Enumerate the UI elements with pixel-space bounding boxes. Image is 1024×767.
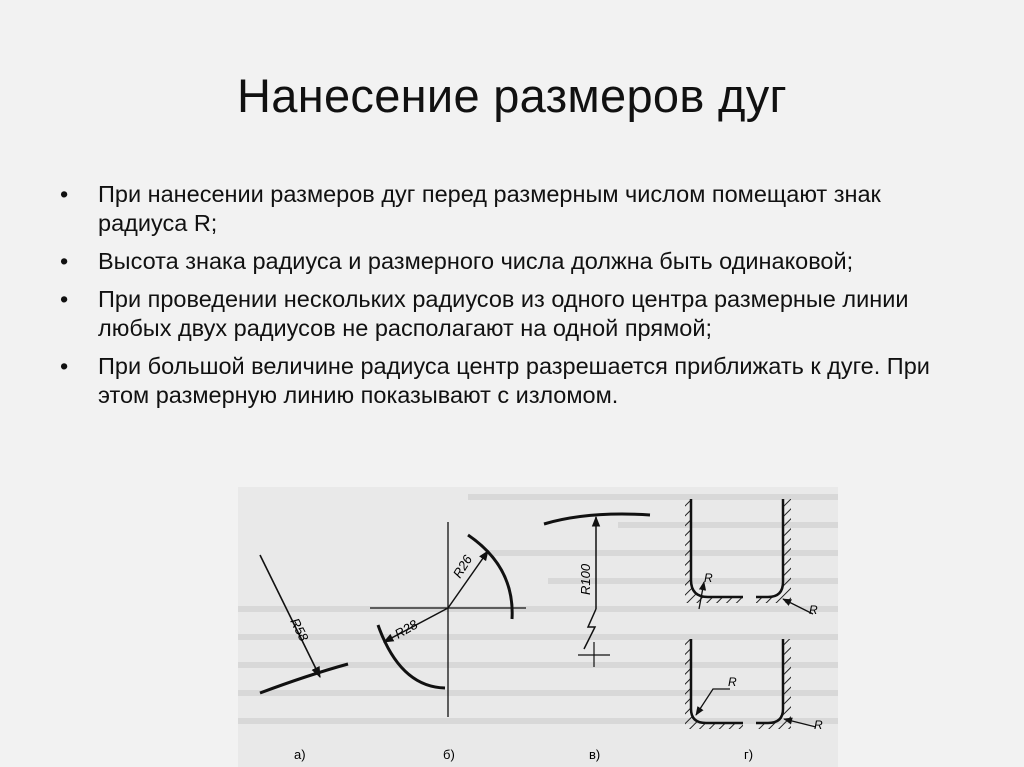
label-r100: R100	[578, 563, 593, 595]
caption-c: в)	[589, 747, 601, 762]
radius-line-a	[260, 555, 320, 677]
bullet-list	[60, 180, 960, 419]
label-r-1: R	[704, 571, 713, 585]
arc-dimension-figure	[238, 487, 838, 767]
bullet-dot-icon: •	[60, 286, 69, 312]
hatched-part-4	[756, 639, 791, 729]
bullet-text: При проведении нескольких радиусов из одного центра размерные линии любых двух радиусов не располагают на одной прямой;	[98, 286, 909, 341]
bullet-item	[60, 247, 960, 276]
slide-title: Нанесение размеров дуг	[237, 69, 787, 122]
label-r28: R28	[392, 616, 421, 642]
arc-a	[260, 664, 348, 693]
bullet-item	[60, 180, 960, 238]
caption-a: а)	[294, 747, 306, 762]
background-scan-texture	[238, 497, 838, 721]
bullet-item	[60, 285, 960, 343]
bullet-text: При нанесении размеров дуг перед размерным числом помещают знак радиуса R;	[98, 181, 881, 236]
bullet-text: При большой величине радиуса центр разрешается приближать к дуге. При этом размерную линию показывают с изломом.	[98, 353, 930, 408]
figure-drawing	[238, 487, 838, 767]
bullet-item	[60, 352, 960, 410]
label-r-3: R	[728, 675, 737, 689]
fillet-edge-4	[756, 639, 783, 723]
label-r-4: R	[814, 718, 823, 732]
diagram-a	[260, 555, 348, 693]
diagram-c	[544, 514, 650, 667]
caption-b: б)	[443, 747, 455, 762]
label-r-2: R	[809, 603, 818, 617]
label-r58: R58	[287, 615, 312, 644]
bullet-dot-icon: •	[60, 181, 69, 207]
bullet-text: Высота знака радиуса и размерного числа должна быть одинаковой;	[98, 248, 854, 274]
diagram-d	[685, 499, 823, 732]
bullet-dot-icon: •	[60, 248, 69, 274]
caption-d: г)	[744, 747, 754, 762]
label-r26: R26	[449, 552, 476, 581]
bullet-dot-icon: •	[60, 353, 69, 379]
